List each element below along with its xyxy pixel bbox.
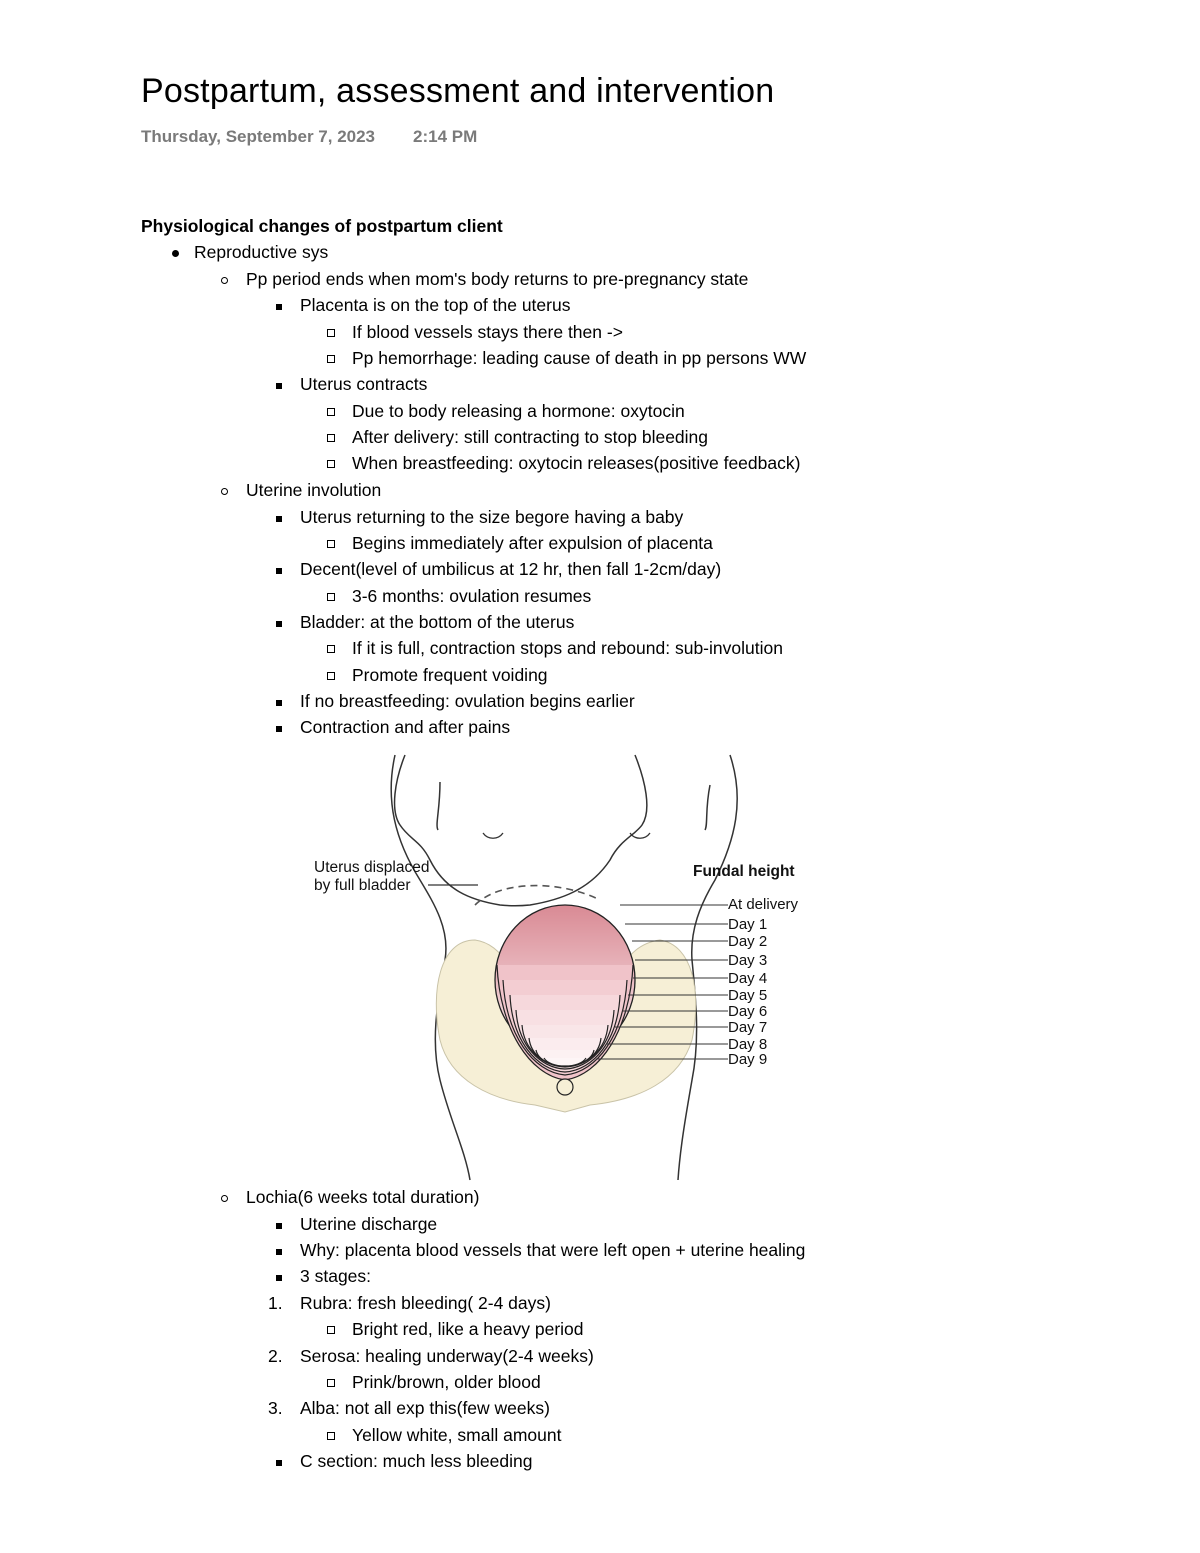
list-number: 1. <box>268 1293 283 1313</box>
list-item: Bladder: at the bottom of the uterus <box>300 612 575 632</box>
list-item: Uterine discharge <box>300 1214 438 1234</box>
bladder-label-line-2: by full bladder <box>314 877 411 894</box>
list-item: After delivery: still contracting to stop bleeding <box>352 427 709 447</box>
bullet-box <box>327 426 335 448</box>
bullet-box <box>327 321 335 343</box>
bullet-square <box>276 1239 282 1261</box>
list-item: Pp hemorrhage: leading cause of death in pp persons WW <box>352 348 807 368</box>
bullet-box <box>327 585 335 607</box>
bullet-square <box>276 373 282 395</box>
list-item: Pp period ends when mom's body returns to pre-pregnancy state <box>246 269 749 289</box>
fundal-label-day6: Day 6 <box>728 1003 768 1020</box>
list-item: 3-6 months: ovulation resumes <box>352 586 592 606</box>
list-item: 3 stages: <box>300 1266 372 1286</box>
bullet-box <box>327 1371 335 1393</box>
page-date: Thursday, September 7, 2023 <box>141 127 376 146</box>
bullet-box <box>327 400 335 422</box>
list-item: Decent(level of umbilicus at 12 hr, then fall 1-2cm/day) <box>300 559 722 579</box>
bladder-label-line-1: Uterus displaced <box>314 859 430 876</box>
bullet-dot <box>172 241 179 263</box>
fundal-labels <box>728 896 799 1068</box>
list-item: Due to body releasing a hormone: oxytocin <box>352 401 685 421</box>
list-item: Bright red, like a heavy period <box>352 1319 584 1339</box>
list-item: Reproductive sys <box>194 242 329 262</box>
fundal-label-day8: Day 8 <box>728 1036 768 1053</box>
bullet-box <box>327 452 335 474</box>
list-item: When breastfeeding: oxytocin releases(positive feedback) <box>352 453 801 473</box>
list-item: Begins immediately after expulsion of placenta <box>352 533 713 553</box>
list-item: Why: placenta blood vessels that were left open + uterine healing <box>300 1240 806 1260</box>
fundal-height-title: Fundal height <box>693 863 795 880</box>
list-item: Prink/brown, older blood <box>352 1372 541 1392</box>
bullet-square <box>276 506 282 528</box>
fundal-label-day7: Day 7 <box>728 1019 768 1036</box>
list-item: If it is full, contraction stops and rebound: sub-involution <box>352 638 783 658</box>
list-number: 3. <box>268 1398 283 1418</box>
bullet-square <box>276 1265 282 1287</box>
fundal-label-day1: Day 1 <box>728 916 768 933</box>
left-breast-curve <box>483 833 503 838</box>
torso-outline <box>395 755 647 906</box>
bullet-box <box>327 1424 335 1446</box>
list-item: Serosa: healing underway(2-4 weeks) <box>300 1346 594 1366</box>
bullet-square <box>276 611 282 633</box>
fundal-height-illustration <box>300 740 830 1185</box>
fundal-label-day4: Day 4 <box>728 970 768 987</box>
bullet-square <box>276 716 282 738</box>
list-item: Contraction and after pains <box>300 717 511 737</box>
page-title: Postpartum, assessment and intervention <box>141 72 775 110</box>
fundal-label-day9: Day 9 <box>728 1051 768 1068</box>
list-item: Yellow white, small amount <box>352 1425 562 1445</box>
bullet-circle <box>221 479 228 501</box>
bullet-square <box>276 558 282 580</box>
bullet-box <box>327 532 335 554</box>
fundal-height-figure <box>300 740 830 1185</box>
bullet-box <box>327 1318 335 1340</box>
fundal-label-delivery: At delivery <box>728 896 799 913</box>
bullet-square <box>276 1213 282 1235</box>
bullet-square <box>276 294 282 316</box>
fundal-label-day2: Day 2 <box>728 933 768 950</box>
bullet-box <box>327 347 335 369</box>
list-item: Placenta is on the top of the uterus <box>300 295 571 315</box>
list-number: 2. <box>268 1346 283 1366</box>
page-time: 2:14 PM <box>413 127 478 146</box>
list-item: Promote frequent voiding <box>352 665 548 685</box>
list-item: Lochia(6 weeks total duration) <box>246 1187 480 1207</box>
section-heading: Physiological changes of postpartum client <box>141 216 503 236</box>
list-item: Uterus contracts <box>300 374 428 394</box>
list-item: Uterus returning to the size begore having a baby <box>300 507 684 527</box>
bullet-box <box>327 664 335 686</box>
bullet-circle <box>221 1186 228 1208</box>
bullet-square <box>276 690 282 712</box>
list-item: Alba: not all exp this(few weeks) <box>300 1398 550 1418</box>
bullet-square <box>276 1450 282 1472</box>
list-item: Uterine involution <box>246 480 382 500</box>
bullet-box <box>327 637 335 659</box>
list-item: Rubra: fresh bleeding( 2-4 days) <box>300 1293 551 1313</box>
bullet-circle <box>221 268 228 290</box>
list-item: C section: much less bleeding <box>300 1451 533 1471</box>
list-item: If no breastfeeding: ovulation begins earlier <box>300 691 635 711</box>
fundal-label-day5: Day 5 <box>728 987 768 1004</box>
list-item: If blood vessels stays there then -> <box>352 322 623 342</box>
fundal-label-day3: Day 3 <box>728 952 768 969</box>
